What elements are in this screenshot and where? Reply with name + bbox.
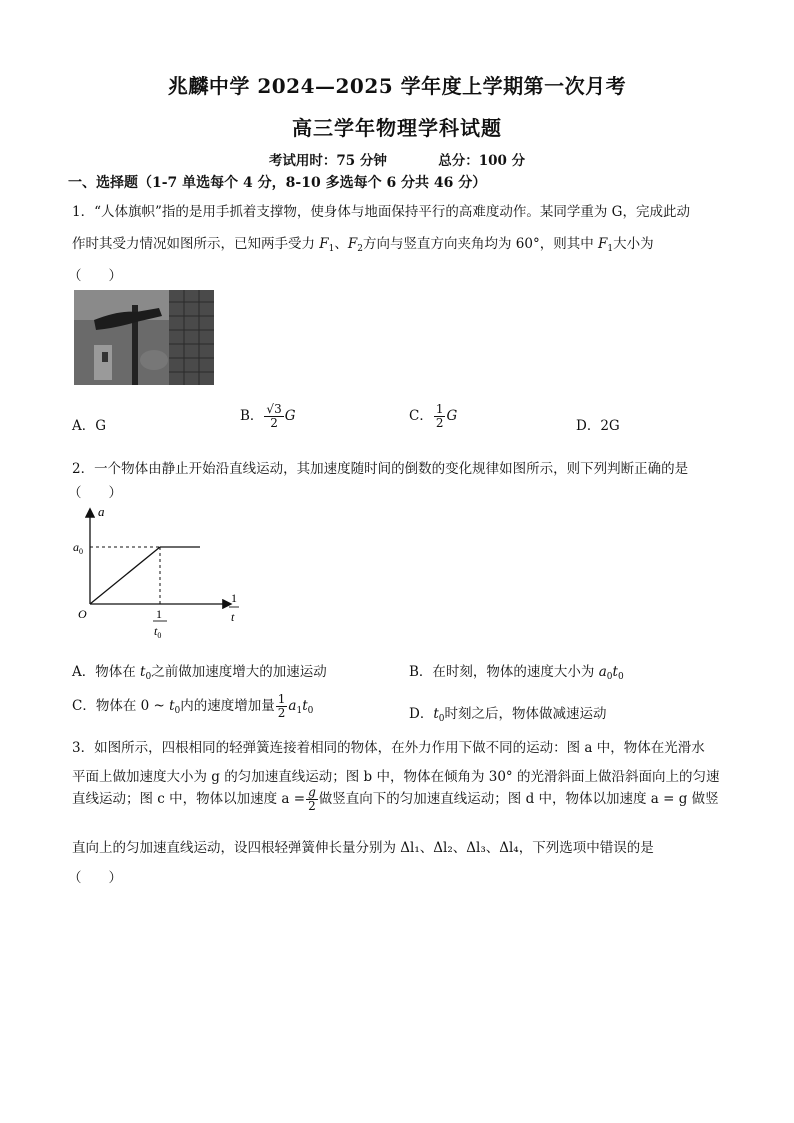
acceleration-graph <box>70 500 255 645</box>
x-axis-label-den: t <box>231 610 235 624</box>
q3-line2: 平面上做加速度大小为 g 的匀加速直线运动；图 b 中，物体在倾角为 30° 的光滑斜面上做沿斜面向上的匀速 <box>72 769 720 785</box>
total-score: 总分：100 分 <box>438 153 526 169</box>
exam-time: 考试用时：75 分钟 <box>268 153 387 169</box>
x-tick-den: $t_0$ <box>154 624 162 640</box>
y-axis-label: a <box>98 504 105 519</box>
x-axis-label-num: 1 <box>231 591 237 605</box>
q3-line1: 3．如图所示，四根相同的轻弹簧连接着相同的物体，在外力作用下做不同的运动：图 a 中，物体在光滑水 <box>72 740 705 756</box>
q2-option-c: C．物体在 0 ~ $t_0$内的速度增加量 $\frac{1}{2}$ $a_1t_0$ <box>72 692 314 720</box>
q1-option-d: D．2G <box>576 418 620 434</box>
origin-label: O <box>78 607 87 621</box>
q3-line4: 直向上的匀加速直线运动，设四根轻弹簧伸长量分别为 Δl₁、Δl₂、Δl₃、Δl₄，下列选项中错误的是 <box>72 840 654 856</box>
q1-option-a: A．G <box>72 418 107 434</box>
x-tick-num: 1 <box>156 607 162 621</box>
exam-subtitle: 高三学年物理学科试题 <box>292 116 502 140</box>
q2-option-a: A．物体在 $t_0$之前做加速度增大的加速运动 <box>72 664 327 682</box>
q2-option-d: D．$t_0$时刻之后，物体做减速运动 <box>409 706 607 724</box>
q1-option-c: C． $\frac{1}{2}$ G <box>409 402 458 430</box>
human-flag-photo <box>74 290 214 385</box>
q3-answer-paren: （ ） <box>68 870 122 886</box>
section-heading: 一、选择题（1-7 单选每个 4 分，8-10 多选每个 6 分共 46 分） <box>68 175 487 191</box>
rising-segment <box>90 547 160 604</box>
q1-line2: 作时其受力情况如图所示，已知两手受力 $F_1$、$F_2$方向与竖直方向夹角均为 60°，则其中 $F_1$大小为 <box>72 236 654 254</box>
exam-meta <box>0 149 794 169</box>
q3-line3: 直线运动；图 c 中，物体以加速度 a = $\frac{g}{2}$ 做竖直向下的匀加速直线运动；图 d 中，物体以加速度 a = g 做竖 <box>72 785 719 813</box>
exam-title: 兆麟中学 2024—2025 学年度上学期第一次月考 <box>167 74 627 98</box>
y-tick-a0: $a_0$ <box>73 540 83 556</box>
q1-line1: 1．“人体旗帜”指的是用手抓着支撑物，使身体与地面保持平行的高难度动作。某同学重为 G，完成此动 <box>72 204 690 220</box>
q2-line1: 2．一个物体由静止开始沿直线运动，其加速度随时间的倒数的变化规律如图所示，则下列判断正确的是 <box>72 461 689 477</box>
q2-answer-paren: （ ） <box>68 485 122 501</box>
q2-option-b: B．在时刻，物体的速度大小为 $a_0t_0$ <box>409 664 624 682</box>
q1-option-b: B． $\frac{√3}{2}$ G <box>240 402 296 430</box>
q1-answer-paren: （ ） <box>68 268 122 284</box>
human-flag-photo-art <box>74 290 214 385</box>
